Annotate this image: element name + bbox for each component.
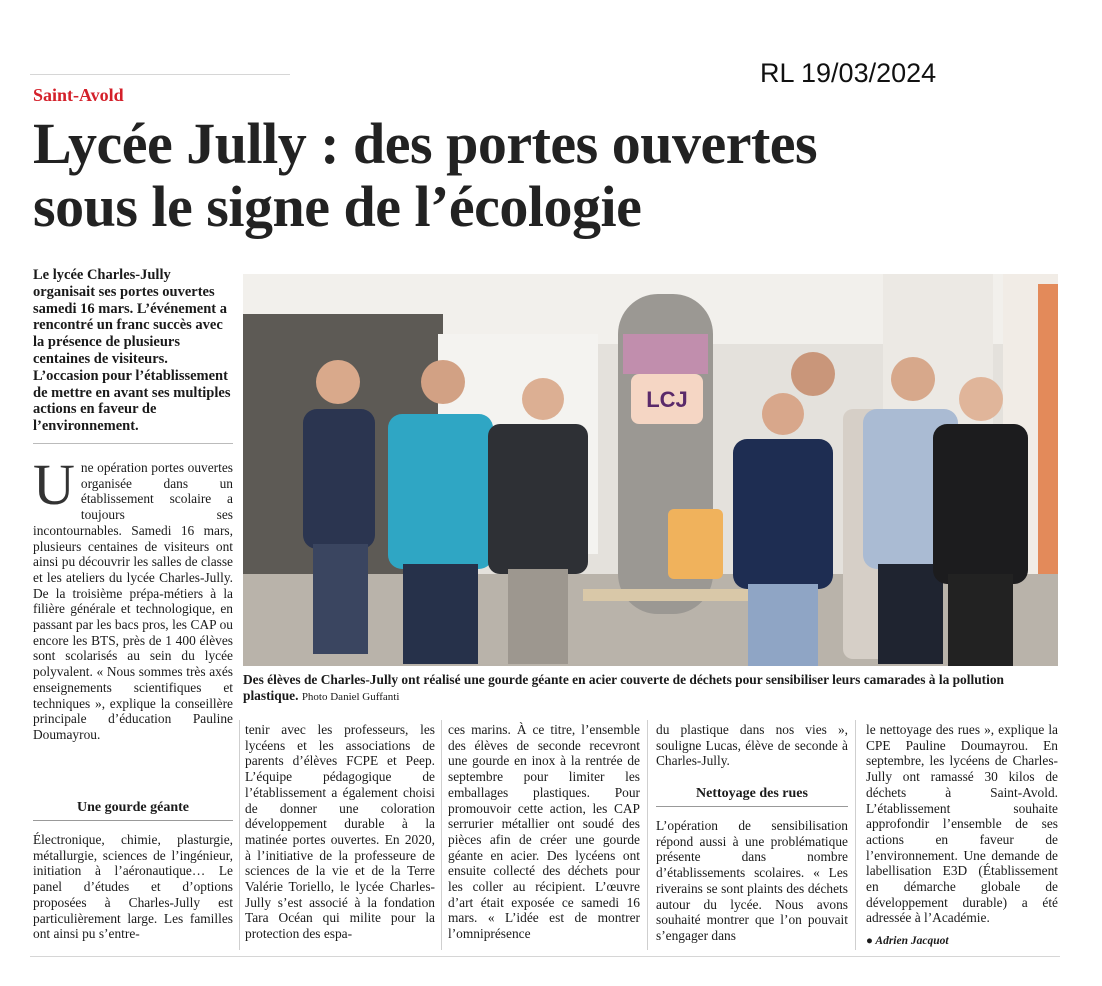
photo-caption-text: Des élèves de Charles-Jully ont réalisé une gourde géante en acier couverte de déchets pour sensibiliser leurs camarades à la pollution plastique. — [243, 672, 1004, 703]
headline-line-2: sous le signe de l’écologie — [33, 174, 642, 239]
column-1-text-continued: Électronique, chimie, plasturgie, métallurgie, sciences de l’ingénieur, initiation à l’aéronautique… Le panel d’études et d’options proposées à Charles-Jully est particulièrement large. Les familles ont ainsi pu s’entre- — [33, 832, 233, 942]
subhead-2-rule — [656, 806, 848, 807]
lead-divider — [33, 443, 233, 444]
article-column-4: du plastique dans nos vies », souligne Lucas, élève de seconde à Charles-Jully. — [656, 722, 848, 769]
photo-credit: Photo Daniel Guffanti — [301, 691, 400, 703]
article-column-3: ces marins. À ce titre, l’ensemble des élèves de seconde recevront une gourde en inox à la rentrée de septembre pour limiter les emballages plastiques. Pour promouvoir cette action, les CAP serrurier métallier ont soudé des pièces afin de créer une gourde géante en acier. Des lycéens ont ensuite collecté des déchets pour les coller au récipient. L’œuvre d’art était exposée ce samedi 16 mars. « L’idée est de montrer l’omniprésence — [448, 722, 640, 942]
subhead-2-label: Nettoyage des rues — [696, 786, 808, 801]
bottle-sign-text: LCJ — [646, 387, 688, 412]
bottom-divider — [30, 956, 1060, 957]
column-separator — [855, 720, 856, 950]
subhead-nettoyage-des-rues — [656, 786, 848, 807]
date-stamp: RL 19/03/2024 — [760, 58, 937, 88]
article-column-2: tenir avec les professeurs, les lycéens et les associations de parents d’élèves FCPE et Peep. L’équipe pédagogique de l’établissement a également choisi de donner une coloration développement durable à la matinée portes ouvertes. En 2020, à l’initiative de la professeure de sciences de la vie et de la Terre Valérie Toriello, le lycée Charles-Jully s’est associé à la fondation Tara Océan qui milite pour la protection des espa- — [245, 722, 435, 942]
byline: ● Adrien Jacquot — [866, 935, 949, 947]
column-4-text-continued: L’opération de sensibilisation répond aussi à une problématique présente dans nombre d’établissements scolaires. « Les riverains se sont plaints des déchets autour du lycée. Nous avons souhaité montrer que l’on pouvait s’engager dans — [656, 818, 848, 943]
article-photo — [243, 274, 1058, 666]
subhead-1-label: Une gourde géante — [77, 800, 189, 815]
section-label: Saint-Avold — [33, 85, 124, 105]
column-1-text: ne opération portes ouvertes organisée dans un établissement scolaire a toujours ses incontournables. Samedi 16 mars, plusieurs centaines de visiteurs ont ainsi pu découvrir les salles de classe et les ateliers du lycée Charles-Jully. De la troisième prépa-métiers à la filière générale et technologique, en passant par les bacs pros, les CAP ou encore les BTS, près de 1 400 élèves sont scolarisés au sein du lycée polyvalent. « Nous sommes très axés enseignements scientifiques et techniques », explique la conseillère principale d’éducation Pauline Doumayrou. — [33, 460, 233, 742]
subhead-1-rule — [33, 820, 233, 821]
subhead-une-gourde-geante — [33, 800, 233, 821]
drop-cap: U — [33, 452, 75, 517]
students-photo-illustration — [243, 274, 1058, 666]
column-separator — [647, 720, 648, 950]
photo-caption — [243, 672, 1043, 705]
article-column-5: le nettoyage des rues », explique la CPE Pauline Doumayrou. En septembre, les lycéens de Charles-Jully ont ramassé 30 kilos de déchets à Saint-Avold. L’établissement souhaite approfondir l’ensemble de ses actions en faveur de l’environnement. Une demande de labellisation E3D (Établissement en démarche globale de développement durable) a été adressée à l’Académie. — [866, 722, 1058, 926]
article-lead: Le lycée Charles-Jully organisait ses portes ouvertes samedi 16 mars. L’événement a rencontré un franc succès avec la présence de plusieurs centaines de visiteurs. L’occasion pour l’établissement de mettre en avant ses multiples actions en faveur de l’environnement. — [33, 267, 231, 435]
article-column-1 — [33, 452, 233, 743]
top-divider — [30, 74, 290, 75]
byline-author: Adrien Jacquot — [875, 935, 949, 947]
headline-line-1: Lycée Jully : des portes ouvertes — [33, 111, 818, 176]
column-separator — [239, 720, 240, 950]
article-headline — [33, 112, 1073, 238]
column-separator — [441, 720, 442, 950]
